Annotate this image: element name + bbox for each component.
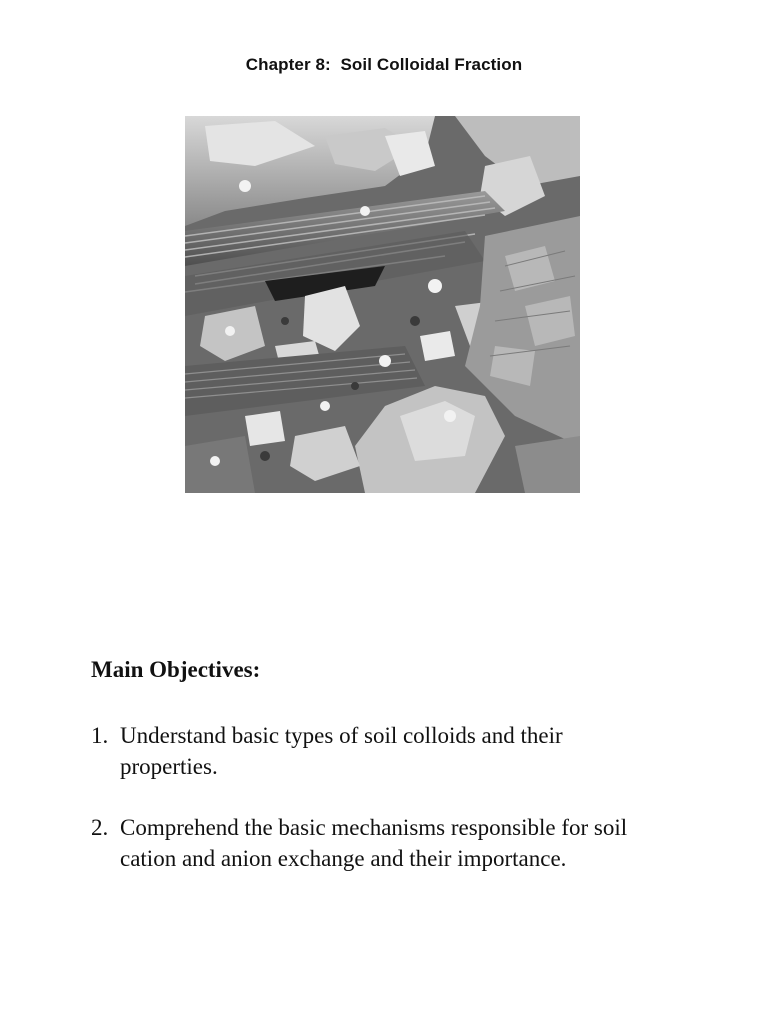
chapter-title: Chapter 8: Soil Colloidal Fraction [245,55,523,74]
objective-text: Comprehend the basic mechanisms responsible for soil cation and anion exchange and their importance. [120,815,628,871]
objective-number: 2. [91,815,109,840]
objective-item-1 [91,720,651,782]
objectives-heading: Main Objectives: [91,657,261,682]
objective-item-2 [91,812,651,874]
soil-colloid-micrograph [185,116,580,493]
objective-text: Understand basic types of soil colloids and their properties. [120,723,563,779]
objective-number: 1. [91,723,109,748]
